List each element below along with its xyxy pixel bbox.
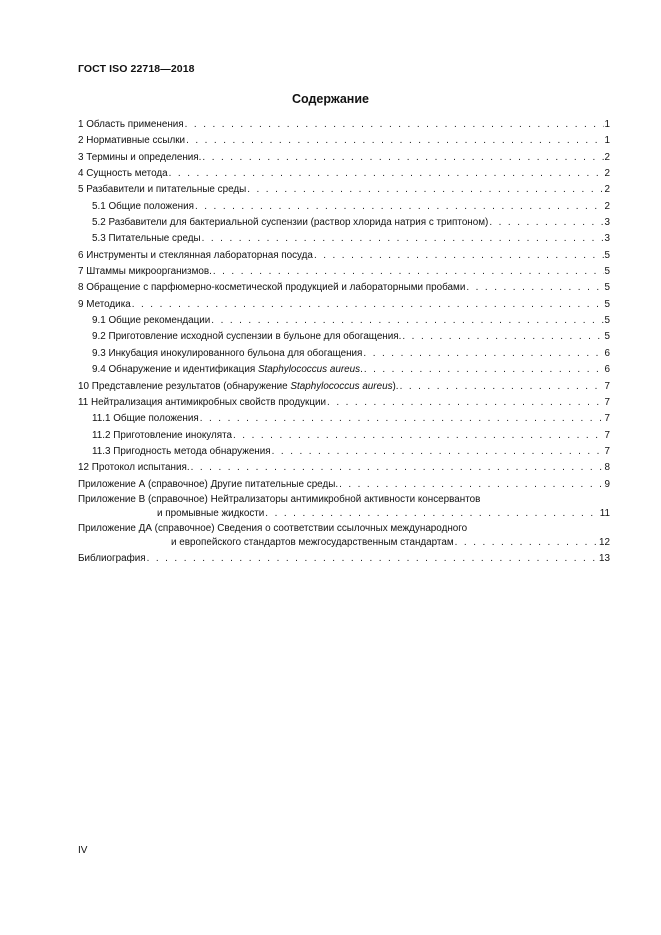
toc-entry-page: 3 (604, 233, 610, 245)
dot-leader (191, 460, 604, 476)
dot-leader (265, 507, 598, 521)
label-text: 9.4 Обнаружение и идентификация (92, 364, 258, 376)
toc-entry-label: 2 Нормативные ссылки (78, 135, 186, 147)
toc-entry-label: 9 Методика (78, 298, 131, 310)
toc-entry-label: 3 Термины и определения. (78, 151, 202, 163)
annex-title-continuation: и европейского стандартов межгосударственным стандартам (171, 536, 454, 548)
annex-second-line (78, 507, 610, 521)
dot-leader (200, 411, 604, 427)
toc-entry-label: Приложение А (справочное) Другие питательные среды. (78, 478, 339, 490)
toc-entry-page: 5 (604, 315, 610, 327)
annex-title-continuation: и промывные жидкости (157, 507, 265, 519)
document-header: ГОСТ ISO 22718—2018 (78, 63, 195, 75)
dot-leader (233, 428, 603, 444)
toc-entry-page: 8 (604, 462, 610, 474)
toc-title: Содержание (291, 92, 369, 106)
toc-entry-label: 6 Инструменты и стеклянная лабораторная посуда (78, 249, 313, 261)
toc-entry[interactable] (78, 297, 610, 313)
toc-entry[interactable] (78, 150, 610, 166)
toc-entry-label: Библиография (78, 552, 146, 564)
toc-entry-label: 8 Обращение с парфюмерно-косметической продукцией и лабораторными пробами (78, 282, 466, 294)
toc-entry-label: 9.1 Общие рекомендации (92, 315, 211, 327)
species-name: Staphylococcus aureus (257, 364, 361, 376)
annex-first-line (78, 493, 610, 507)
toc-entry-label: 4 Сущность метода (78, 168, 168, 180)
toc-subentry[interactable] (78, 346, 610, 362)
toc-entry[interactable] (78, 166, 610, 182)
toc-subentry[interactable] (78, 215, 610, 231)
dot-leader (327, 395, 603, 411)
dot-leader (314, 248, 604, 264)
toc-entry-label: 11.1 Общие положения (92, 413, 199, 425)
toc-subentry[interactable] (78, 362, 610, 378)
dot-leader (147, 551, 598, 567)
toc-entry-page: 7 (604, 429, 610, 441)
toc-entry-label: 11.3 Пригодность метода обнаружения (92, 445, 271, 457)
toc-entry-page: 11 (599, 507, 610, 519)
dot-leader (202, 231, 604, 247)
toc-entry-label (78, 379, 399, 395)
dot-leader (402, 329, 603, 345)
toc-entry-label: 11 Нейтрализация антимикробных свойств продукции (78, 396, 327, 408)
annex-title: Нейтрализаторы антимикробной активности консервантов (210, 493, 481, 505)
toc-entry-annex-b[interactable] (78, 493, 610, 522)
toc-entry-annex-a[interactable] (78, 477, 610, 493)
table-of-contents (78, 117, 610, 567)
toc-entry[interactable] (78, 117, 610, 133)
annex-prefix: Приложение ДА (справочное) (78, 522, 218, 534)
toc-entry-page: 7 (604, 396, 610, 408)
toc-entry-label: 5.2 Разбавители для бактериальной суспензии (раствор хлорида натрия с триптоном) (92, 217, 489, 229)
label-suffix: ). (392, 380, 399, 392)
toc-entry-page: 9 (604, 478, 610, 490)
toc-entry[interactable] (78, 395, 610, 411)
toc-entry-page: 5 (604, 298, 610, 310)
toc-entry-label: 1 Область применения (78, 119, 184, 130)
annex-title: Сведения о соответствии ссылочных международного (217, 522, 468, 534)
toc-subentry[interactable] (78, 329, 610, 345)
toc-entry-label: 5.1 Общие положения (92, 200, 194, 212)
toc-entry-label: 5.3 Питательные среды (92, 233, 201, 245)
toc-entry-page: 7 (604, 413, 610, 425)
toc-entry-label: 5 Разбавители и питательные среды (78, 184, 247, 196)
toc-subentry[interactable] (78, 231, 610, 247)
toc-entry-page: 2 (604, 168, 610, 180)
dot-leader (195, 199, 604, 215)
dot-leader (364, 362, 604, 378)
annex-first-line (78, 522, 610, 536)
toc-entry-page: 1 (604, 135, 610, 147)
page-number: IV (78, 845, 88, 856)
dot-leader (339, 477, 603, 493)
toc-entry[interactable] (78, 264, 610, 280)
toc-entry-page: 3 (604, 217, 610, 229)
toc-entry-page: 5 (604, 266, 610, 278)
dot-leader (185, 117, 604, 133)
toc-entry-label: 12 Протокол испытания. (78, 462, 190, 474)
dot-leader (169, 166, 604, 182)
toc-subentry[interactable] (78, 444, 610, 460)
toc-subentry[interactable] (78, 411, 610, 427)
toc-entry-label: 9.3 Инкубация инокулированного бульона для обогащения (92, 347, 363, 359)
toc-entry-bibliography[interactable] (78, 551, 610, 567)
dot-leader (400, 379, 604, 395)
annex-second-line (78, 536, 610, 550)
dot-leader (272, 444, 604, 460)
annex-prefix: Приложение В (справочное) (78, 493, 211, 505)
toc-subentry[interactable] (78, 428, 610, 444)
toc-entry-page: 2 (604, 151, 610, 163)
dot-leader (213, 264, 604, 280)
dot-leader (202, 150, 603, 166)
label-suffix: . (360, 364, 363, 376)
toc-subentry[interactable] (78, 313, 610, 329)
toc-entry[interactable] (78, 248, 610, 264)
toc-entry-label: 11.2 Приготовление инокулята (92, 429, 233, 441)
dot-leader (186, 133, 603, 149)
toc-entry-page: 6 (604, 347, 610, 359)
toc-entry-label: 9.2 Приготовление исходной суспензии в бульоне для обогащения. (92, 331, 402, 343)
toc-entry-page: 7 (604, 445, 610, 457)
toc-entry-page: 12 (599, 536, 610, 548)
toc-entry-page: 1 (604, 119, 610, 130)
toc-entry-annex-da[interactable] (78, 522, 610, 551)
toc-entry-page: 5 (604, 282, 610, 294)
label-text: 10 Представление результатов (обнаружение (78, 380, 291, 392)
dot-leader (132, 297, 604, 313)
toc-entry-page: 2 (604, 184, 610, 196)
dot-leader (466, 280, 603, 296)
toc-entry[interactable] (78, 460, 610, 476)
toc-entry-page: 2 (604, 200, 610, 212)
toc-entry-page: 6 (604, 364, 610, 376)
toc-entry-page: 13 (599, 552, 610, 564)
species-name: Staphylococcus aureus (290, 380, 393, 392)
toc-entry-label: 7 Штаммы микроорганизмов. (78, 266, 212, 278)
toc-entry[interactable] (78, 182, 610, 198)
toc-entry-label (92, 362, 363, 378)
dot-leader (489, 215, 603, 231)
toc-entry[interactable] (78, 280, 610, 296)
toc-subentry[interactable] (78, 199, 610, 215)
toc-entry-page: 5 (604, 331, 610, 343)
toc-entry-page: 7 (604, 380, 610, 392)
toc-entry[interactable] (78, 379, 610, 395)
toc-entry-page: 5 (604, 249, 610, 261)
dot-leader (247, 182, 603, 198)
toc-entry[interactable] (78, 133, 610, 149)
dot-leader (363, 346, 603, 362)
dot-leader (211, 313, 603, 329)
dot-leader (455, 536, 598, 550)
